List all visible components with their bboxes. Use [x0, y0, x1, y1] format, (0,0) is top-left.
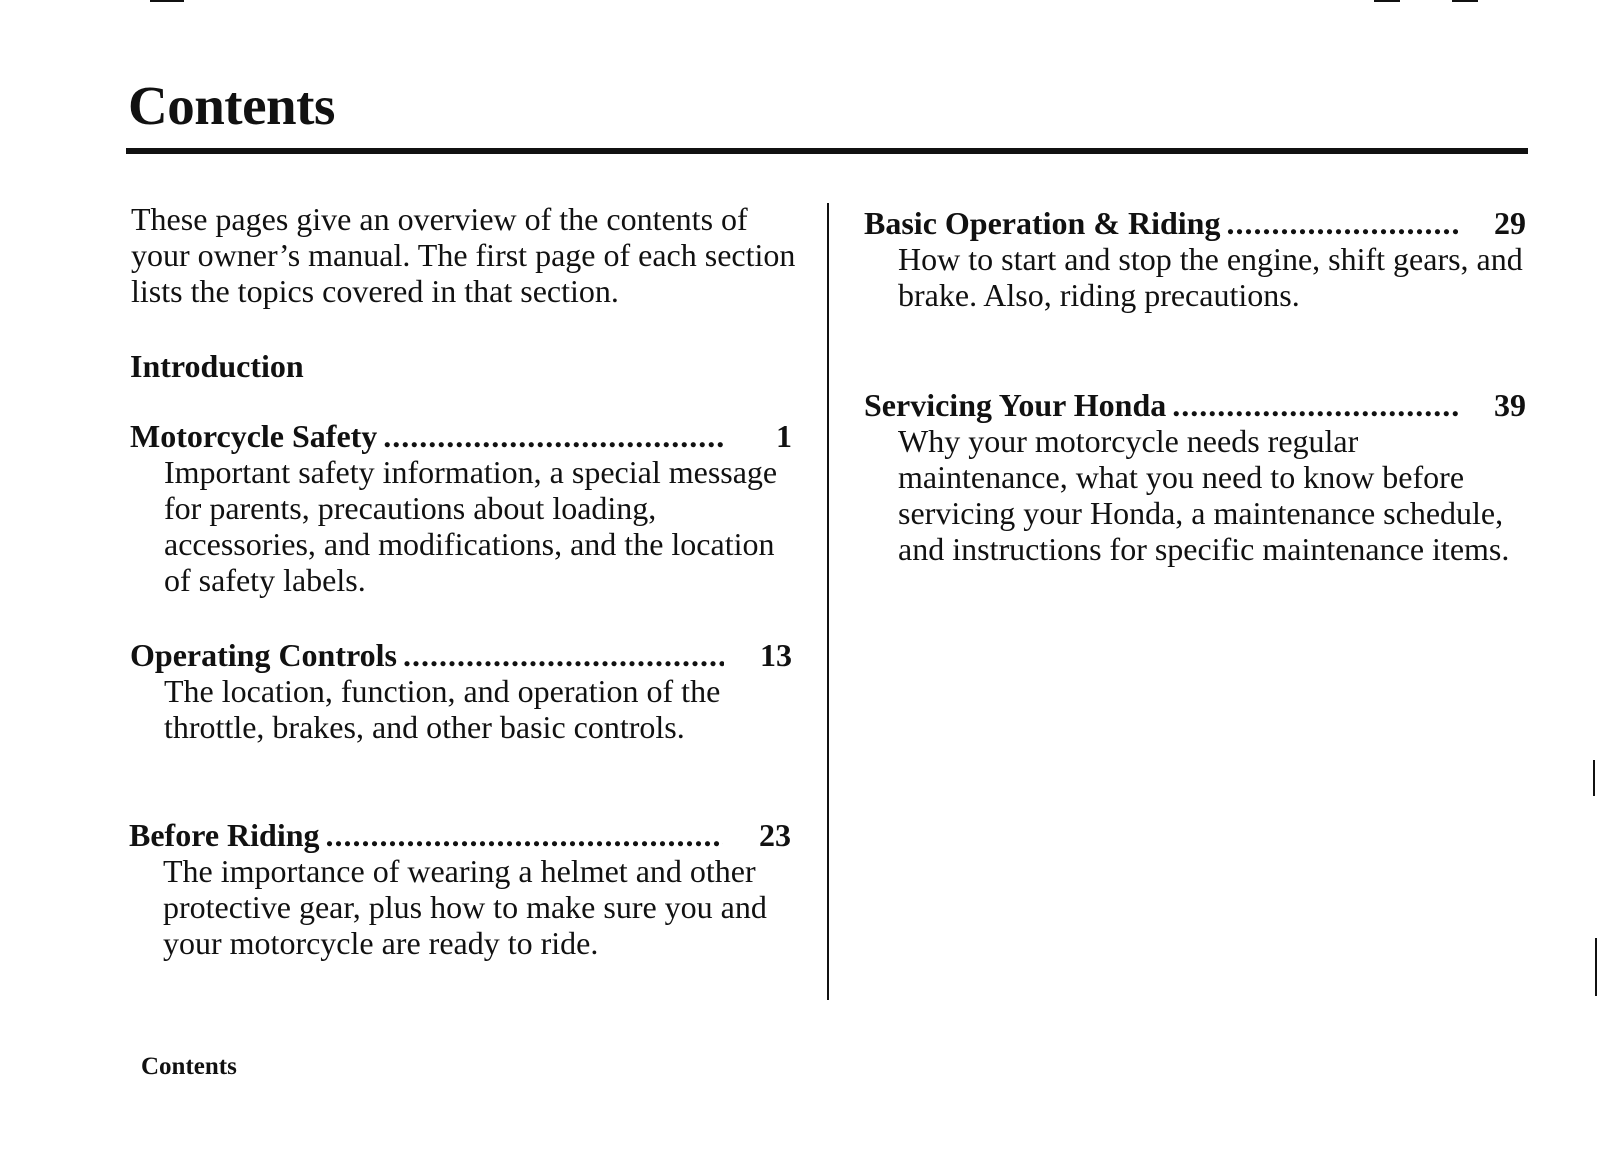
scan-edge-mark — [1593, 760, 1595, 796]
entry-page-number[interactable]: 13 — [760, 637, 792, 673]
entry-title[interactable]: Operating Controls — [130, 637, 397, 673]
toc-entry-servicing — [864, 387, 1526, 567]
page-title: Contents — [128, 75, 335, 136]
toc-entry-before-riding — [129, 817, 791, 961]
entry-description: Why your motorcycle needs regular maintenance, what you need to know before servicing your Honda, a maintenance schedule, and instructions for specific maintenance items. — [898, 423, 1510, 567]
scan-edge-mark — [1452, 0, 1478, 2]
toc-entry-operating-controls — [130, 637, 792, 745]
entry-title[interactable]: Basic Operation & Riding — [864, 205, 1221, 241]
entry-page-number[interactable]: 1 — [776, 418, 792, 454]
introduction-heading: Introduction — [130, 348, 304, 384]
entry-title[interactable]: Servicing Your Honda — [864, 387, 1167, 423]
entry-description: How to start and stop the engine, shift gears, and brake. Also, riding precautions. — [898, 241, 1523, 313]
entry-title[interactable]: Before Riding — [129, 817, 320, 853]
leader-dots — [326, 817, 723, 853]
scan-edge-mark — [1374, 0, 1400, 2]
entry-description: The importance of wearing a helmet and other protective gear, plus how to make sure you and your motorcycle are ready to ride. — [163, 853, 767, 961]
intro-paragraph: These pages give an overview of the contents of your owner’s manual. The first page of each section lists the topics covered in that section. — [131, 201, 796, 309]
leader-dots — [383, 418, 724, 454]
entry-title[interactable]: Motorcycle Safety — [130, 418, 378, 454]
toc-entry-basic-operation — [864, 205, 1526, 313]
entry-page-number[interactable]: 29 — [1494, 205, 1526, 241]
entry-description: The location, function, and operation of the throttle, brakes, and other basic controls. — [164, 673, 721, 745]
page-footer-label: Contents — [141, 1053, 237, 1080]
entry-page-number[interactable]: 39 — [1494, 387, 1526, 423]
scan-edge-mark — [1595, 938, 1597, 996]
leader-dots — [1172, 387, 1458, 423]
title-rule — [126, 148, 1528, 154]
scan-edge-mark — [150, 0, 184, 2]
entry-description: Important safety information, a special message for parents, precautions about loading, accessories, and modifications, and the location of safety labels. — [164, 454, 778, 598]
entry-page-number[interactable]: 23 — [759, 817, 791, 853]
toc-entry-motorcycle-safety — [130, 418, 792, 598]
leader-dots — [403, 637, 724, 673]
column-divider — [827, 203, 829, 1000]
leader-dots — [1226, 205, 1458, 241]
